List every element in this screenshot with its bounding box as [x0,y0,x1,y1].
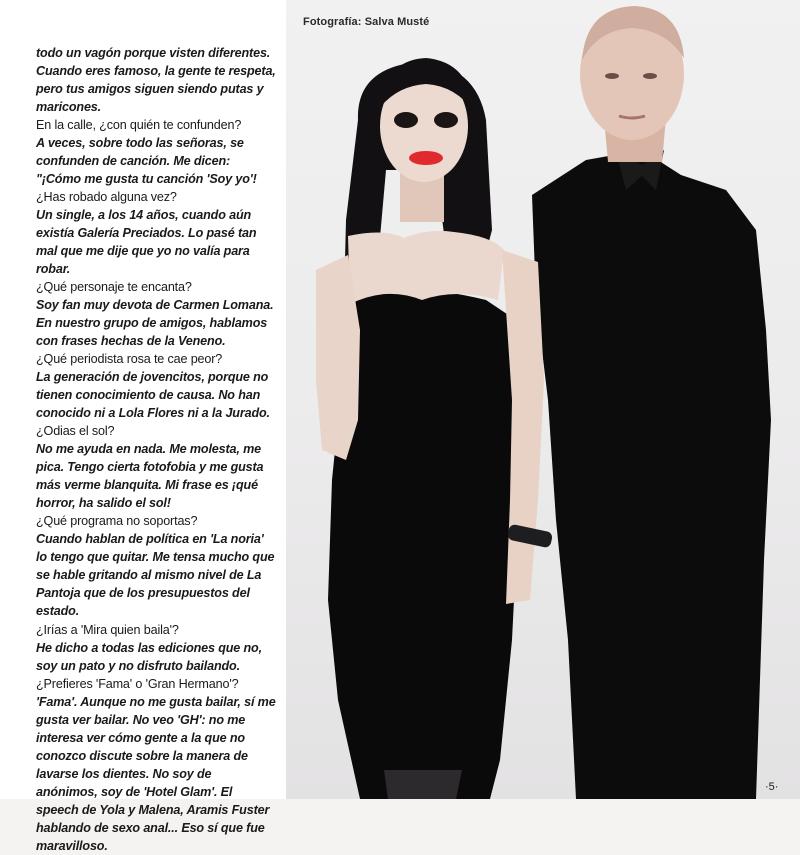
interview-answer: Cuando hablan de política en 'La noria' lo tengo que quitar. Me tensa mucho que se hable gritando al mismo nivel de La Pantoja que de los presupuestos del estado. [36,532,275,619]
woman-legs [384,770,462,799]
man-eye-right [643,73,657,79]
interview-question: ¿Qué personaje te encanta? [36,280,192,295]
interview-text-column [0,0,286,853]
woman-eye-left [394,112,418,128]
page-number: ·5· [765,781,779,793]
interview-answer: No me ayuda en nada. Me molesta, me pica. Tengo cierta fotofobia y me gusta más verme blanquita. Mi frase es ¡qué horror, ha salido el sol! [36,442,264,511]
woman-lips [409,151,443,165]
interview-answer: A veces, sobre todo las señoras, se confunden de canción. Me dicen: "¡Cómo me gusta tu canción 'Soy yo'! [36,136,257,187]
man-body [532,150,771,799]
interview-answer: He dicho a todas las ediciones que no, soy un pato y no disfruto bailando. [36,640,262,673]
interview-question: ¿Qué periodista rosa te cae peor? [36,352,223,367]
interview-answer: La generación de jovencitos, porque no tienen conocimiento de causa. No han conocido ni a Lola Flores ni a la Jurado. [36,370,270,421]
woman-eye-right [434,112,458,128]
interview-answer: 'Fama'. Aunque no me gusta bailar, sí me gusta ver bailar. No veo 'GH': no me interesa ver cómo gente a la que no conozco discute sobre la manera de lavarse los dientes. No soy de anónimos, soy de 'Hotel Glam'. El speech de Yola y Malena, Aramis Fuster hablando de sexo anal... Eso sí que fue maravilloso. [36,694,276,853]
photo-credit: Fotografía: Salva Musté [303,16,430,28]
portrait-photo [286,0,800,799]
interview-question: ¿Irías a 'Mira quien baila'? [36,622,179,637]
portrait-illustration [286,0,800,799]
interview-question: En la calle, ¿con quién te confunden? [36,118,242,133]
interview-question: ¿Prefieres 'Fama' o 'Gran Hermano'? [36,676,239,691]
woman-chest [348,231,504,304]
man-eye-left [605,73,619,79]
interview-question: ¿Has robado alguna vez? [36,190,177,205]
interview-answer: todo un vagón porque visten diferentes. Cuando eres famoso, la gente te respeta, pero tus amigos siguen siendo putas y maricones. [36,46,276,115]
interview-answer: Un single, a los 14 años, cuando aún existía Galería Preciados. Lo pasé tan mal que me dije que yo no valía para robar. [36,208,257,277]
interview-question: ¿Odias el sol? [36,424,115,439]
interview-question: ¿Qué programa no soportas? [36,514,198,529]
interview-answer: Soy fan muy devota de Carmen Lomana. En nuestro grupo de amigos, hablamos con frases hechas de la Veneno. [36,298,274,349]
